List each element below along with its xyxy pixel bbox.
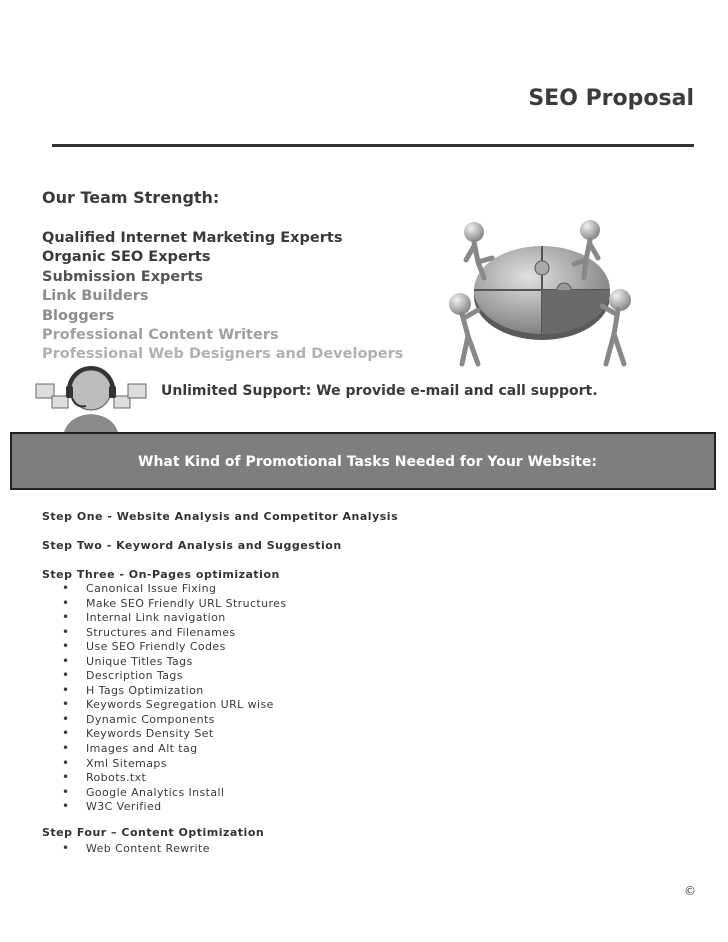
list-item-label: H Tags Optimization bbox=[86, 683, 204, 697]
bullet-icon: • bbox=[62, 581, 70, 595]
team-item: Professional Content Writers bbox=[42, 326, 279, 343]
list-item bbox=[62, 668, 286, 683]
list-item bbox=[62, 785, 286, 800]
bullet-icon: • bbox=[62, 711, 70, 726]
step-three-heading: Step Three - On-Pages optimization bbox=[42, 568, 280, 581]
list-item bbox=[62, 756, 286, 771]
step-four-heading: Step Four – Content Optimization bbox=[42, 826, 265, 839]
list-item-label: Keywords Segregation URL wise bbox=[86, 698, 274, 712]
copyright-symbol: © bbox=[684, 884, 696, 898]
list-item-label: Use SEO Friendly Codes bbox=[86, 640, 226, 654]
list-item bbox=[62, 741, 286, 756]
list-item bbox=[62, 697, 286, 712]
team-strength-heading: Our Team Strength: bbox=[42, 188, 220, 207]
list-item bbox=[62, 625, 286, 640]
support-agent-icon bbox=[32, 366, 150, 442]
team-item: Bloggers bbox=[42, 307, 115, 324]
bullet-icon: • bbox=[62, 697, 70, 712]
team-item: Qualified Internet Marketing Experts bbox=[42, 230, 343, 246]
title-divider bbox=[52, 144, 694, 147]
bullet-icon: • bbox=[62, 639, 70, 654]
bullet-icon: • bbox=[62, 682, 70, 697]
bullet-icon: • bbox=[62, 741, 70, 756]
list-item-label: Images and Alt tag bbox=[86, 742, 198, 756]
list-item-label: Unique Titles Tags bbox=[86, 654, 193, 668]
team-item: Organic SEO Experts bbox=[42, 249, 211, 266]
list-item bbox=[62, 610, 286, 625]
bullet-icon: • bbox=[62, 726, 70, 741]
list-item-label: Web Content Rewrite bbox=[86, 842, 210, 855]
list-item-label: Description Tags bbox=[86, 669, 183, 683]
list-item bbox=[62, 799, 286, 814]
list-item-label: Internal Link navigation bbox=[86, 611, 226, 625]
list-item-label: Google Analytics Install bbox=[86, 785, 225, 799]
list-item-label: Keywords Density Set bbox=[86, 727, 214, 741]
list-item bbox=[62, 712, 286, 727]
promotional-tasks-banner bbox=[10, 432, 716, 490]
bullet-icon: • bbox=[62, 595, 70, 610]
list-item-label: Xml Sitemaps bbox=[86, 756, 167, 770]
list-item bbox=[62, 596, 286, 611]
step-two-heading: Step Two - Keyword Analysis and Suggestion bbox=[42, 539, 342, 552]
team-strength-list bbox=[42, 229, 403, 365]
list-item-label: Canonical Issue Fixing bbox=[86, 582, 217, 595]
bullet-icon: • bbox=[62, 624, 70, 639]
bullet-icon: • bbox=[62, 770, 70, 785]
list-item bbox=[62, 770, 286, 785]
list-item-label: Structures and Filenames bbox=[86, 625, 236, 639]
bullet-icon: • bbox=[62, 784, 70, 799]
list-item bbox=[62, 683, 286, 698]
support-statement: Unlimited Support: We provide e-mail and call support. bbox=[161, 383, 598, 399]
team-item: Link Builders bbox=[42, 288, 149, 305]
team-item: Professional Web Designers and Developers bbox=[42, 346, 404, 363]
bullet-icon: • bbox=[62, 668, 70, 683]
list-item bbox=[62, 654, 286, 669]
bullet-icon: • bbox=[62, 755, 70, 770]
bullet-icon: • bbox=[62, 610, 70, 625]
puzzle-team-icon bbox=[444, 218, 640, 376]
list-item-label: Make SEO Friendly URL Structures bbox=[86, 596, 287, 610]
step-three-list bbox=[62, 581, 286, 814]
page-title: SEO Proposal bbox=[528, 86, 694, 111]
team-item: Submission Experts bbox=[42, 268, 203, 285]
list-item bbox=[62, 639, 286, 654]
list-item-label: Dynamic Components bbox=[86, 712, 215, 726]
banner-heading: What Kind of Promotional Tasks Needed for Your Website: bbox=[138, 454, 597, 470]
step-four-list bbox=[62, 841, 210, 856]
list-item bbox=[62, 726, 286, 741]
list-item-label: Robots.txt bbox=[86, 771, 147, 785]
list-item bbox=[62, 581, 286, 596]
list-item bbox=[62, 841, 210, 856]
list-item-label: W3C Verified bbox=[86, 800, 162, 814]
step-one-heading: Step One - Website Analysis and Competitor Analysis bbox=[42, 510, 399, 523]
bullet-icon: • bbox=[62, 841, 70, 855]
bullet-icon: • bbox=[62, 799, 70, 814]
bullet-icon: • bbox=[62, 653, 70, 668]
